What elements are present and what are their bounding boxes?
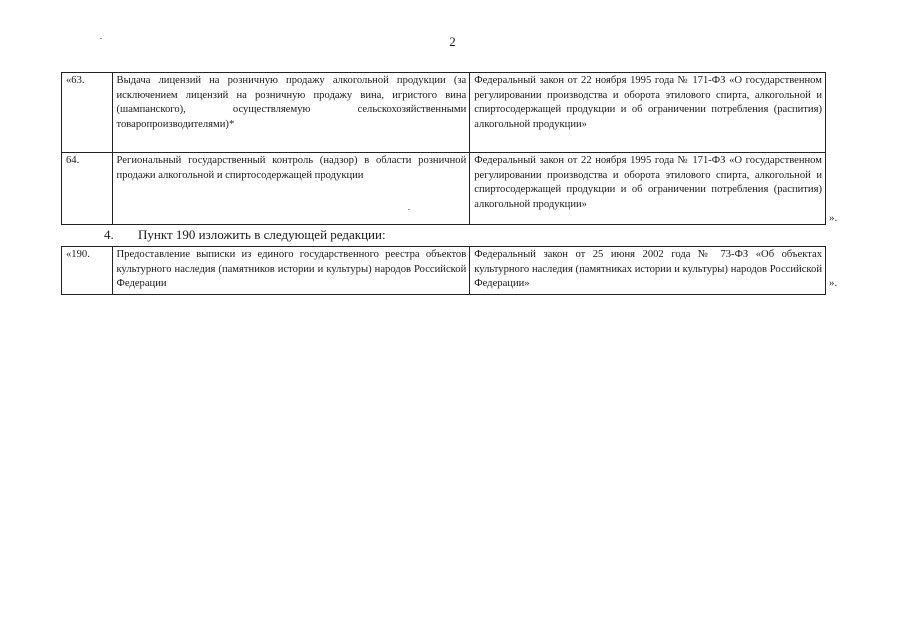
closing-quote-mark: ». xyxy=(829,212,838,224)
service-name-cell: Региональный государственный контроль (надзор) в области розничной продажи алкогольной и спиртосодержащей продукции xyxy=(112,153,470,225)
section-number: 4. xyxy=(104,227,114,242)
item-number-cell: «63. xyxy=(62,73,113,153)
scan-artifact xyxy=(408,209,410,210)
legal-basis-cell: Федеральный закон от 22 ноября 1995 года № 171-ФЗ «О государственном регулировании производства и оборота этилового спирта, алкогольной и спиртосодержащей продукции и об ограничении потребления (распития) алкогольной продукции» xyxy=(470,73,826,153)
table-row-63 xyxy=(62,73,826,153)
table-row-64 xyxy=(62,153,826,225)
table-row-190 xyxy=(62,247,826,295)
legal-basis-cell: Федеральный закон от 25 июня 2002 года № 73-ФЗ «Об объектах культурного наследия (памятниках истории и культуры) народов Российской Федерации» xyxy=(470,247,826,295)
service-name-cell: Предоставление выписки из единого государственного реестра объектов культурного наследия (памятников истории и культуры) народов Российской Федерации xyxy=(112,247,470,295)
section-text: Пункт 190 изложить в следующей редакции: xyxy=(138,227,386,242)
legal-basis-cell: Федеральный закон от 22 ноября 1995 года № 171-ФЗ «О государственном регулировании производства и оборота этилового спирта, алкогольной и спиртосодержащей продукции и об ограничении потребления (распития) алкогольной продукции» xyxy=(470,153,826,225)
section-heading-4 xyxy=(104,227,386,243)
closing-quote-mark: ». xyxy=(829,277,838,289)
page-number: 2 xyxy=(449,34,456,49)
scan-artifact xyxy=(100,38,102,39)
item-number-cell: «190. xyxy=(62,247,113,295)
amendment-table-items-63-64 xyxy=(61,72,826,225)
service-name-cell: Выдача лицензий на розничную продажу алкогольной продукции (за исключением лицензий на розничную продажу вина, игристого вина (шампанского), осуществляемую сельскохозяйственными товаропроизводителями)* xyxy=(112,73,470,153)
item-number-cell: 64. xyxy=(62,153,113,225)
amendment-table-item-190 xyxy=(61,246,826,295)
